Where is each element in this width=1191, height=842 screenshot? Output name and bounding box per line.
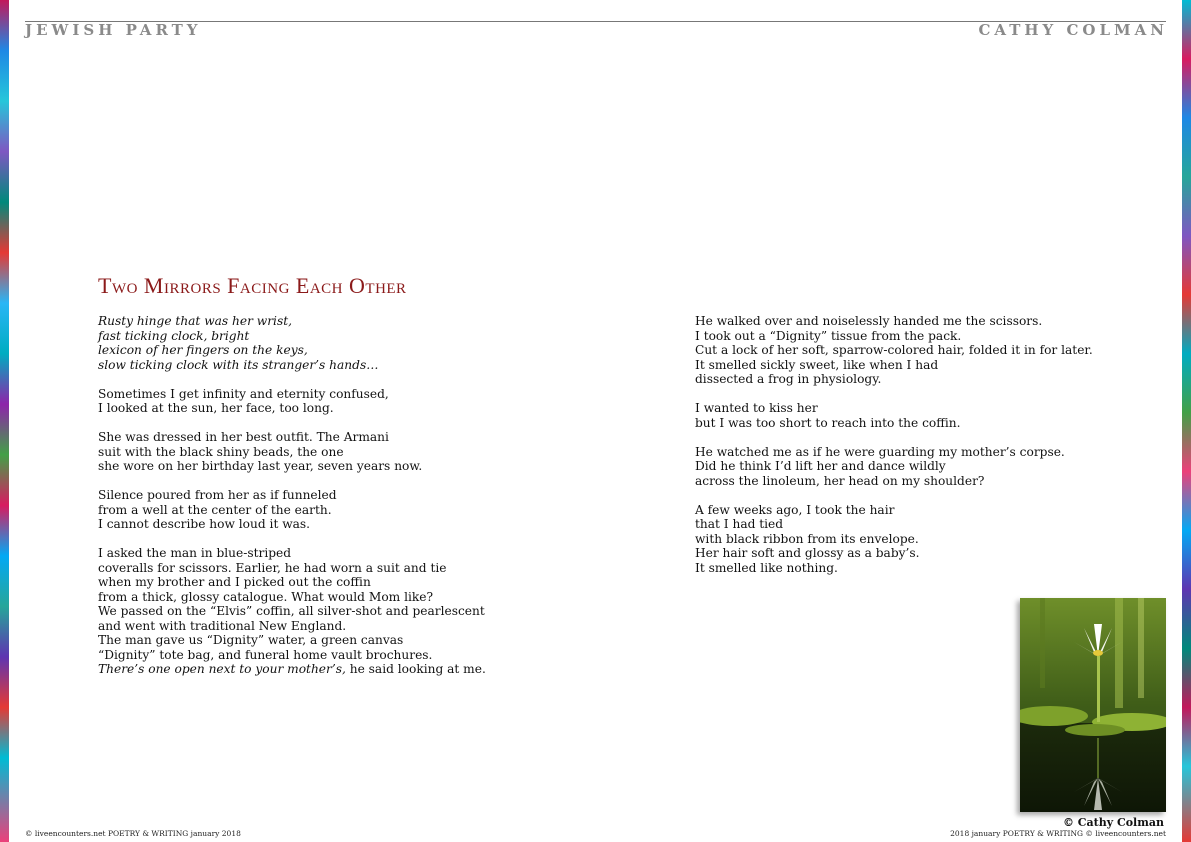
poem-line: We passed on the “Elvis” coffin, all silver-shot and pearlescent [98,604,485,618]
poem-line: Her hair soft and glossy as a baby’s. [695,546,920,560]
poem-line-italic-part: There’s one open next to your mother’s, [98,662,346,676]
stanza [695,503,1145,576]
water-lily-photo [1020,598,1166,812]
poem-line: It smelled sickly sweet, like when I had [695,357,939,372]
poem-line: She was dressed in her best outfit. The Armani [98,430,389,444]
poem-line [98,662,618,677]
poem-line: with black ribbon from its envelope. [695,531,919,546]
footer-left: © liveencounters.net POETRY & WRITING january 2018 [25,829,241,838]
poem-line: dissected a frog in physiology. [695,372,882,386]
poem-line: Cut a lock of her soft, sparrow-colored hair, folded it in for later. [695,343,1093,357]
poem-line: A few weeks ago, I took the hair [695,502,895,517]
poem-line: He walked over and noiselessly handed me the scissors. [695,314,1043,328]
stanza [98,430,618,474]
poem-line: “Dignity” tote bag, and funeral home vault brochures. [98,647,433,662]
poem-line: I looked at the sun, her face, too long. [98,401,334,415]
poem-line: slow ticking clock with its stranger’s hands… [98,357,379,372]
poem-line: He watched me as if he were guarding my mother’s corpse. [695,444,1065,459]
poem-line: across the linoleum, her head on my shoulder? [695,473,985,488]
poem-line: she wore on her birthday last year, seven years now. [98,459,423,473]
poem-line: from a thick, glossy catalogue. What would Mom like? [98,589,434,604]
poem-column-left [98,314,618,691]
poem-line: The man gave us “Dignity” water, a green canvas [98,633,404,647]
stanza [98,488,618,532]
poem-line: but I was too short to reach into the coffin. [695,415,961,430]
poem-line: Sometimes I get infinity and eternity confused, [98,386,389,401]
stanza [695,314,1145,387]
stanza [98,546,618,677]
photo-credit: © Cathy Colman [1062,816,1164,829]
footer-right: 2018 january POETRY & WRITING © liveencounters.net [950,829,1166,838]
poem-line: fast ticking clock, bright [98,328,250,343]
stanza [695,445,1145,489]
left-edge-decoration [0,0,9,842]
poem-line: that I had tied [695,517,784,531]
poem-line: Rusty hinge that was her wrist, [98,314,292,328]
stanza [98,314,618,372]
poem-line: Silence poured from her as if funneled [98,488,337,502]
running-head-left: JEWISH PARTY [25,21,202,39]
poem-line: from a well at the center of the earth. [98,502,332,517]
poem-line-rest: he said looking at me. [345,662,486,676]
poem-line: It smelled like nothing. [695,560,838,575]
poem-line: I took out a “Dignity” tissue from the pack. [695,328,962,343]
poem-line: I wanted to kiss her [695,401,818,415]
stanza [695,401,1145,430]
stanza [98,387,618,416]
poem-line: when my brother and I picked out the coffin [98,575,371,589]
poem-line: I asked the man in blue-striped [98,546,292,560]
right-edge-decoration [1182,0,1191,842]
poem-line: I cannot describe how loud it was. [98,517,311,531]
poem-line: and went with traditional New England. [98,618,347,633]
poem-line: suit with the black shiny beads, the one [98,444,344,459]
poem-column-right [695,314,1145,590]
running-head-right: CATHY COLMAN [978,21,1168,39]
poem-line: lexicon of her fingers on the keys, [98,343,308,357]
poem-line: Did he think I’d lift her and dance wildly [695,459,946,473]
poem-line: coveralls for scissors. Earlier, he had worn a suit and tie [98,560,447,575]
poem-title: Two Mirrors Facing Each Other [98,273,407,298]
